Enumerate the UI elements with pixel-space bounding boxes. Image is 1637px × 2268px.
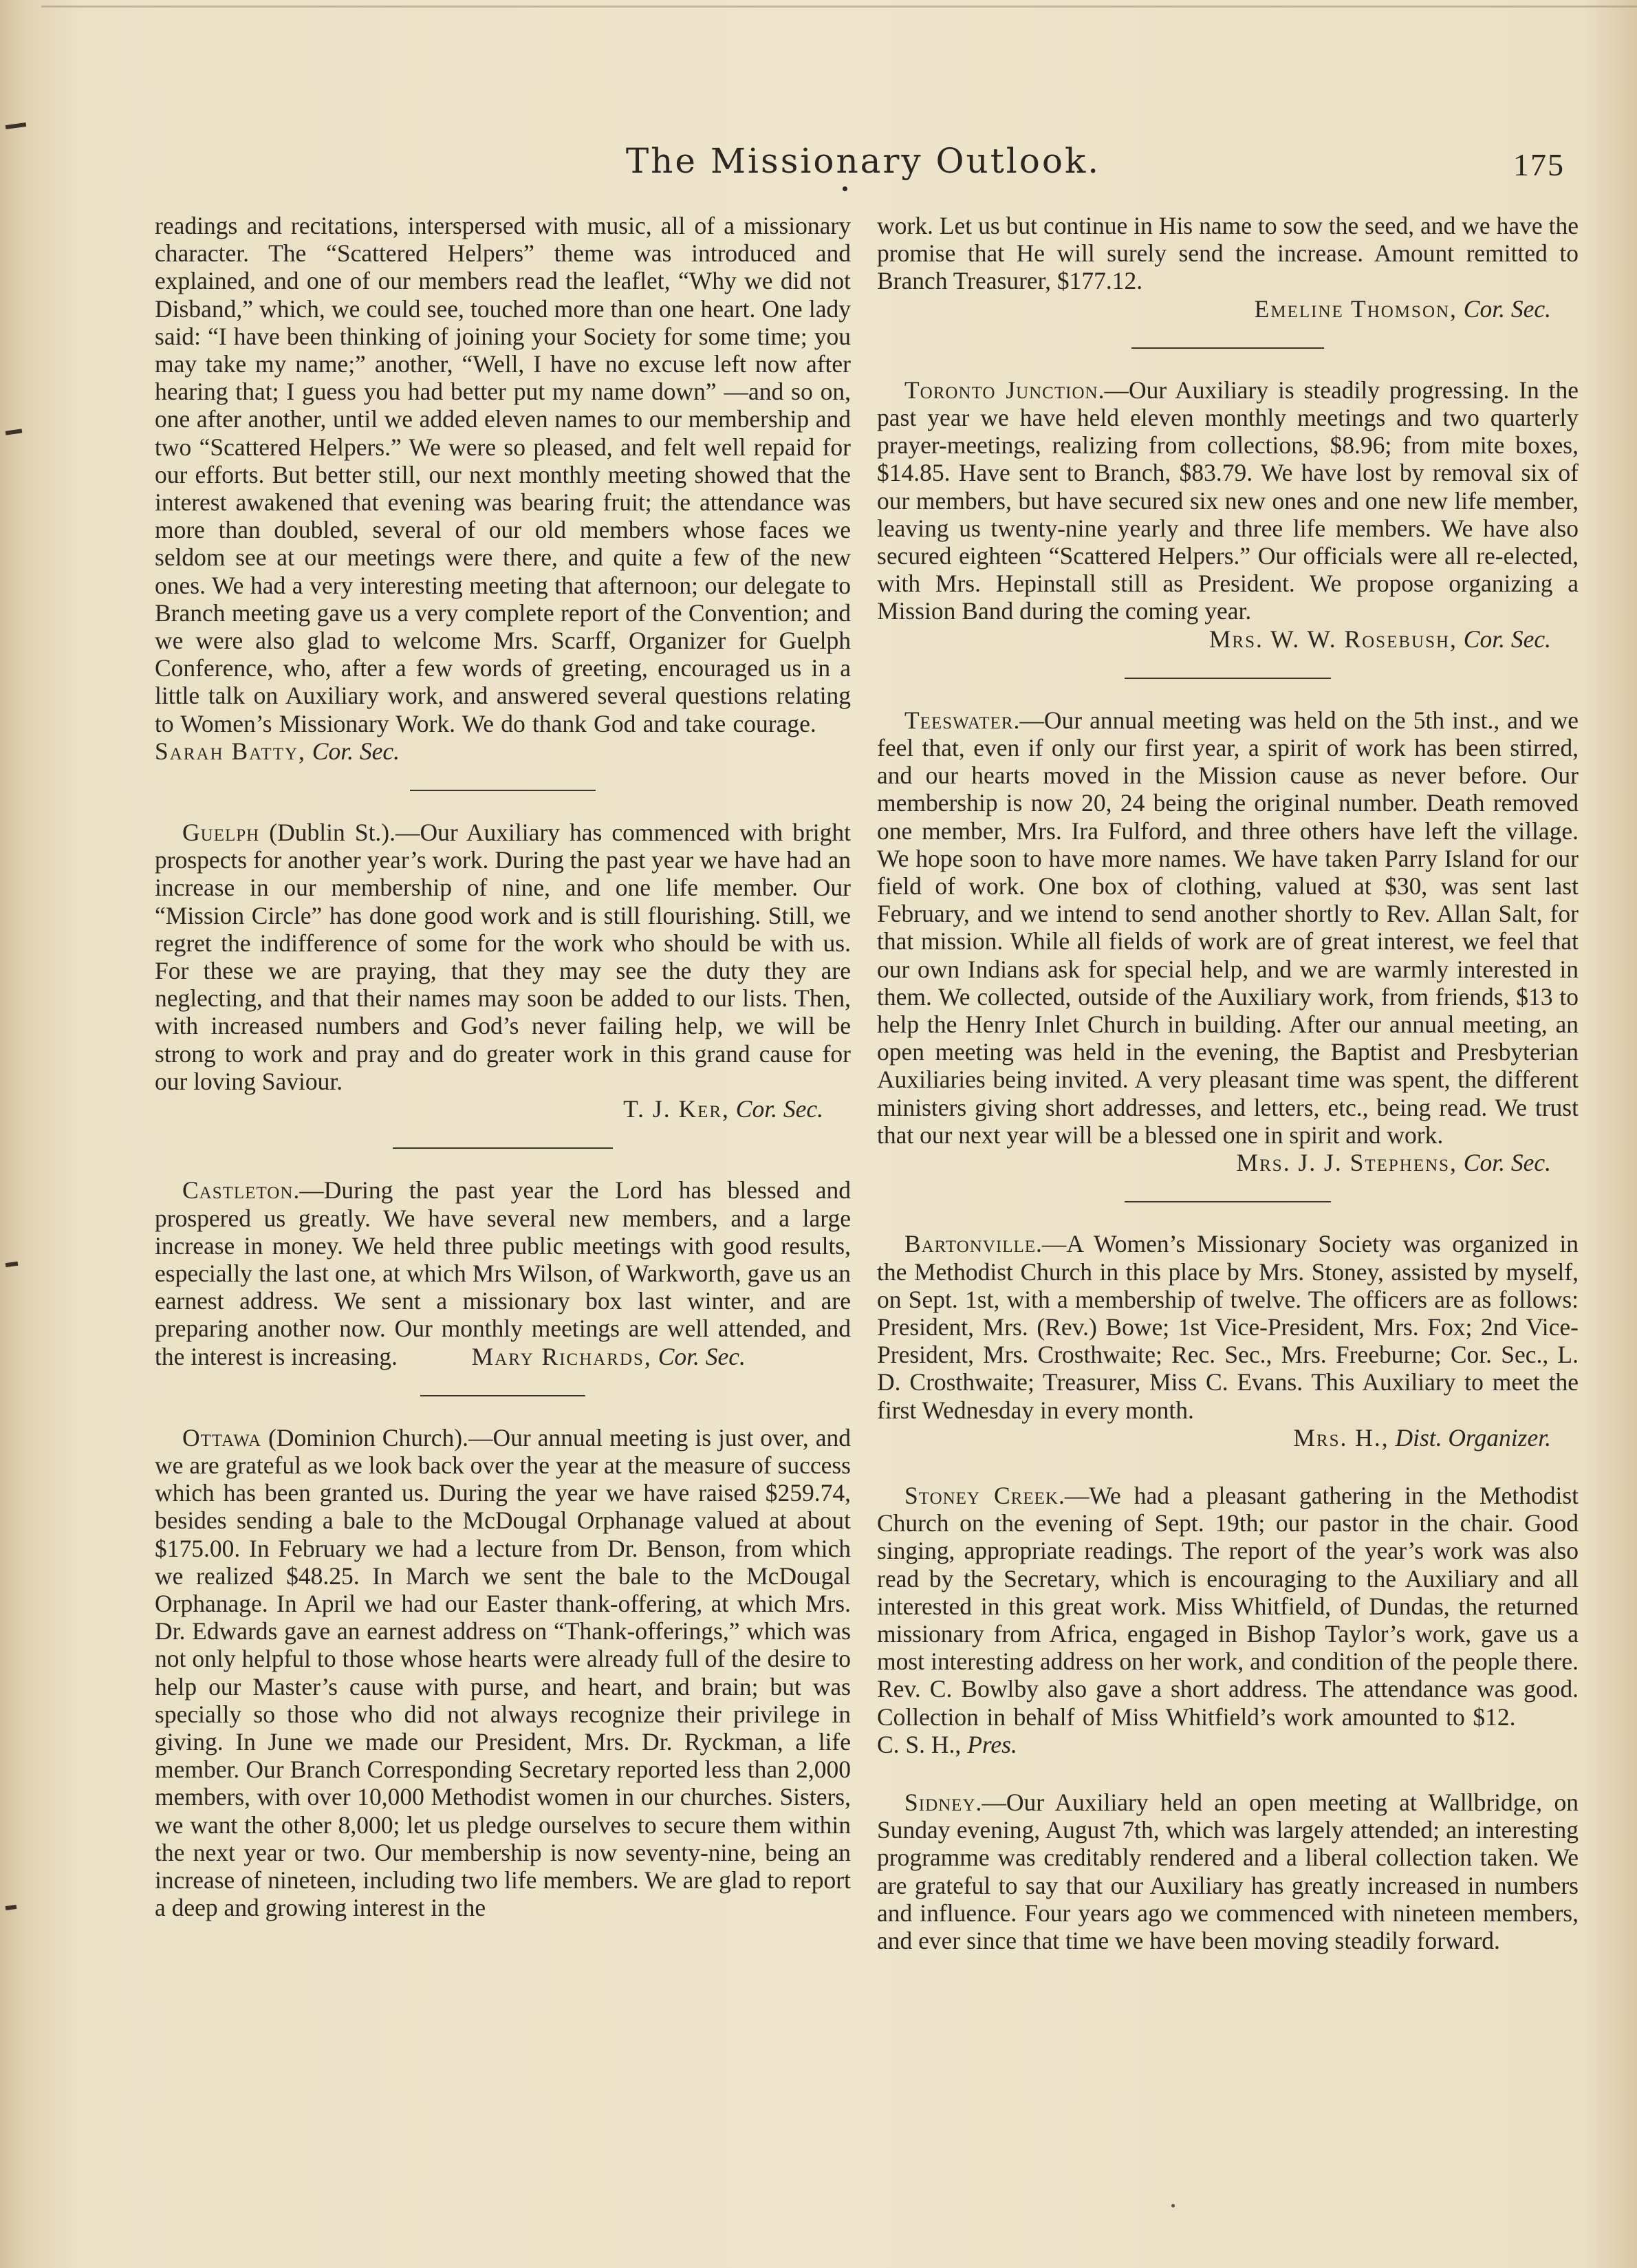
report-teeswater xyxy=(877,706,1579,1149)
paragraph-text: .—Our annual meeting was held on the 5th inst., and we feel that, even if only our first year, a spirit of work has been stirred, and our hearts moved in the Mission cause as never before. Our membership is now 20, 24 being the original number. Death removed one member, Mrs. Ira Fulford, and three others have left the village. We hope soon to have more names. We have taken Parry Island for our field of work. One box of clothing, valued at $30, was sent last February, and we intend to send another shortly to Rev. Allan Salt, for that mission. While all fields of work are of great interest, we feel that our own Indians ask for special help, and we are warmly interested in them. We collected, outside of the Auxiliary work, from friends, $13 to help the Henry Inlet Church in building. After our annual meeting, an open meeting was held in the evening, the Baptist and Presbyterian Auxiliaries being invited. A very pleasant time was spent, the different ministers giving short addresses, and letters, etc., being read. We trust that our next year will be a blessed one in spirit and work. xyxy=(877,706,1579,1149)
paragraph-text: .—A Women’s Missionary Society was organized in the Methodist Church in this place by Mrs. Stoney, assisted by myself, on Sept. 1st, with a membership of twelve. The officers are as follows: President, Mrs. (Rev.) Bowe; 1st Vice-President, Mrs. Fox; 2nd Vice-President, Mrs. Crosthwaite; Rec. Sec., Mrs. Freeburne; Cor. Sec., L. D. Crosthwaite; Treasurer, Miss C. Evans. This Auxiliary to meet the first Wednesday in every month. xyxy=(877,1230,1579,1424)
paragraph-text: .—Our Auxiliary is steadily progressing. In the past year we have held eleven monthly meetings and two quarterly prayer-meetings, realizing from collections, $8.96; from mite boxes, $14.85. Have sent to Branch, $83.79. We have lost by removal six of our members, but have secured six new ones and one new life member, leaving us twenty-nine yearly and three life members. We have also secured eighteen “Scattered Helpers.” Our officials were all re-elected, with Mrs. Hepinstall still as President. We propose organizing a Mission Band during the coming year. xyxy=(877,376,1579,625)
signature xyxy=(877,295,1579,323)
report-bartonville xyxy=(877,1230,1579,1423)
place-name: Stoney Creek xyxy=(904,1481,1059,1509)
paragraph-text: readings and recitations, interspersed with music, all of a missionary character. The “Scattered Helpers” theme was introduced and explained, and one of our members read the leaflet, “Why we did not Disband,” which, we could see, touched more than one heart. One lady said: “I have been thinking of joining your Society for some time; you may take my name;” another, “Well, I have no excuse left now after hearing that; I guess you had better put my name down” —and so on, one after another, until we added eleven names to our membership and two “Scattered Helpers.” We were so pleased, and felt well repaid for our efforts. But better still, our next monthly meeting showed that the interest awakened that evening was bearing fruit; the attendance was more than doubled, several of our old members whose faces we seldom see at our meetings were there, and quite a few of the new ones. We had a very interesting meeting that afternoon; our delegate to Branch meeting gave us a very complete report of the Convention; and we were also glad to welcome Mrs. Scarff, Organizer for Guelph Conference, who, after a few words of greeting, encouraged us in a little talk on Auxiliary work, and answered several questions relating to Women’s Missionary Work. We do thank God and take courage. xyxy=(155,212,851,737)
signature xyxy=(877,1424,1579,1451)
right-column xyxy=(877,212,1579,1954)
section-divider xyxy=(393,1147,613,1149)
print-speck xyxy=(1171,2204,1175,2207)
signature-role: Cor. Sec. xyxy=(735,1095,823,1123)
paragraph-text: .—Our Auxiliary held an open meeting at Wallbridge, on Sunday evening, August 7th, which was largely attended; an interesting programme was creditably rendered and a liberal collection taken. We are grateful to say that our Auxiliary has greatly increased in numbers and influence. Four years ago we commenced with nineteen members, and ever since that time we have been moving steadily forward. xyxy=(877,1788,1579,1954)
signature-name: Mrs. J. J. Stephens, xyxy=(1236,1149,1457,1177)
paragraph-text: (Dublin St.).—Our Auxiliary has commenced with bright prospects for another year’s work. During the past year we have had an increase in our membership of nine, and one life member. Our “Mission Circle” has done good work and is still flourishing. Still, we regret the indifference of some for the work who should be with us. For these we are praying, that they may see the duty they are neglecting, and that their names may soon be added to our lists. Then, with increased numbers and God’s never failing help, we will be strong to work and pray and do greater work in this grand cause for our loving Saviour. xyxy=(155,819,851,1095)
report-guelph xyxy=(155,819,851,1095)
report-castleton xyxy=(155,1176,851,1370)
place-name: Bartonville xyxy=(904,1230,1037,1258)
signature-role: Cor. Sec. xyxy=(658,1342,746,1370)
section-divider xyxy=(420,1395,585,1396)
section-divider xyxy=(410,790,596,791)
signature-role: Cor. Sec. xyxy=(1463,625,1551,653)
signature-role: Cor. Sec. xyxy=(312,737,400,765)
journal-title: The Missionary Outlook. xyxy=(625,141,1101,181)
paragraph-text: .—During the past year the Lord has blessed and prospered us greatly. We have several new members, and a large increase in money. We held three public meetings with good results, especially the last one, at which Mrs Wilson, of Warkworth, gave us an earnest address. We sent a missionary box last winter, and are preparing another now. Our monthly meetings are well attended, and the interest is increasing. xyxy=(155,1176,851,1370)
section-divider xyxy=(1131,347,1324,349)
signature-name: Emeline Thomson, xyxy=(1254,294,1457,323)
binding-mark xyxy=(6,1905,17,1910)
place-name: Castleton xyxy=(182,1176,294,1205)
signature xyxy=(155,1095,851,1123)
page-number: 175 xyxy=(1513,147,1565,182)
binding-mark xyxy=(6,429,23,435)
signature-name: Mary Richards, xyxy=(471,1342,652,1370)
paragraph-text: .—We had a pleasant gathering in the Methodist Church on the evening of Sept. 19th; our pastor in the chair. Good singing, appropriate readings. The report of the year’s work was also read by the Secretary, which is encouraging to the Auxiliary and all interested in this great work. Miss Whitfield, of Dundas, the returned missionary from Africa, engaged in Bishop Taylor’s work, gave us a most interesting address on her work, and condition of the people there. Rev. C. Bowlby also gave a short address. The attendance was good. Collection in behalf of Miss Whitfield’s work amounted to $12. xyxy=(877,1481,1579,1731)
report-stoney-creek xyxy=(877,1482,1579,1758)
signature-name: Sarah Batty, xyxy=(155,737,306,765)
signature-name: Mrs. H., xyxy=(1293,1423,1389,1451)
running-head xyxy=(155,141,1572,196)
paragraph-text: work. Let us but continue in His name to sow the seed, and we have the promise that He will surely send the increase. Amount remitted to Branch Treasurer, $177.12. xyxy=(877,212,1579,295)
signature-role: Dist. Organizer. xyxy=(1395,1423,1551,1451)
signature-name: T. J. Ker, xyxy=(623,1095,730,1123)
left-column xyxy=(155,212,851,1921)
signature-role: Cor. Sec. xyxy=(1463,1149,1551,1177)
place-name: Toronto Junction xyxy=(904,376,1098,404)
page-top-edge xyxy=(41,6,1637,8)
signature-name: C. S. H., xyxy=(877,1730,962,1758)
binding-mark xyxy=(6,1262,19,1267)
section-divider xyxy=(1125,1201,1331,1202)
report-ottawa xyxy=(155,1424,851,1922)
place-name: Teeswater xyxy=(904,706,1014,734)
place-name: Ottawa xyxy=(182,1423,262,1451)
signature-name: Mrs. W. W. Rosebush, xyxy=(1208,625,1457,653)
continuation-paragraph xyxy=(877,212,1579,295)
paragraph-text: (Dominion Church).—Our annual meeting is just over, and we are grateful as we look back over the year at the measure of success which has been granted us. During the year we have raised $259.74, besides sending a bale to the McDougal Orphanage valued at about $175.00. In February we had a lecture from Dr. Benson, from which we realized $48.25. In March we sent the bale to the McDougal Orphanage. In April we had our Easter thank-offering, at which Mrs. Dr. Edwards gave an earnest address on “Thank-offerings,” which was not only helpful to those whose hearts were already full of the desire to help our Master’s cause with purse, and heart, and brain; but was specially so those who did not always recognize their privilege in giving. In June we made our President, Mrs. Dr. Ryckman, a life member. Our Branch Corresponding Secretary reported less than 2,000 members, with over 10,000 Methodist women in our churches. Sisters, we want the other 8,000; let us pledge ourselves to secure them within the next year or two. Our membership is now seventy-nine, being an increase of nineteen, including two life members. We are glad to report a deep and growing interest in the xyxy=(155,1423,851,1922)
signature xyxy=(877,1149,1579,1176)
ornament-dot xyxy=(843,186,847,191)
signature xyxy=(877,625,1579,653)
binding-mark xyxy=(6,122,27,129)
place-name: Sidney xyxy=(904,1788,976,1816)
signature-role: Pres. xyxy=(967,1730,1017,1758)
place-name: Guelph xyxy=(182,819,260,847)
signature-role: Cor. Sec. xyxy=(1463,294,1551,323)
continuation-paragraph xyxy=(155,212,851,765)
section-divider xyxy=(1125,678,1331,679)
report-toronto-junction xyxy=(877,376,1579,625)
report-sidney xyxy=(877,1789,1579,1954)
